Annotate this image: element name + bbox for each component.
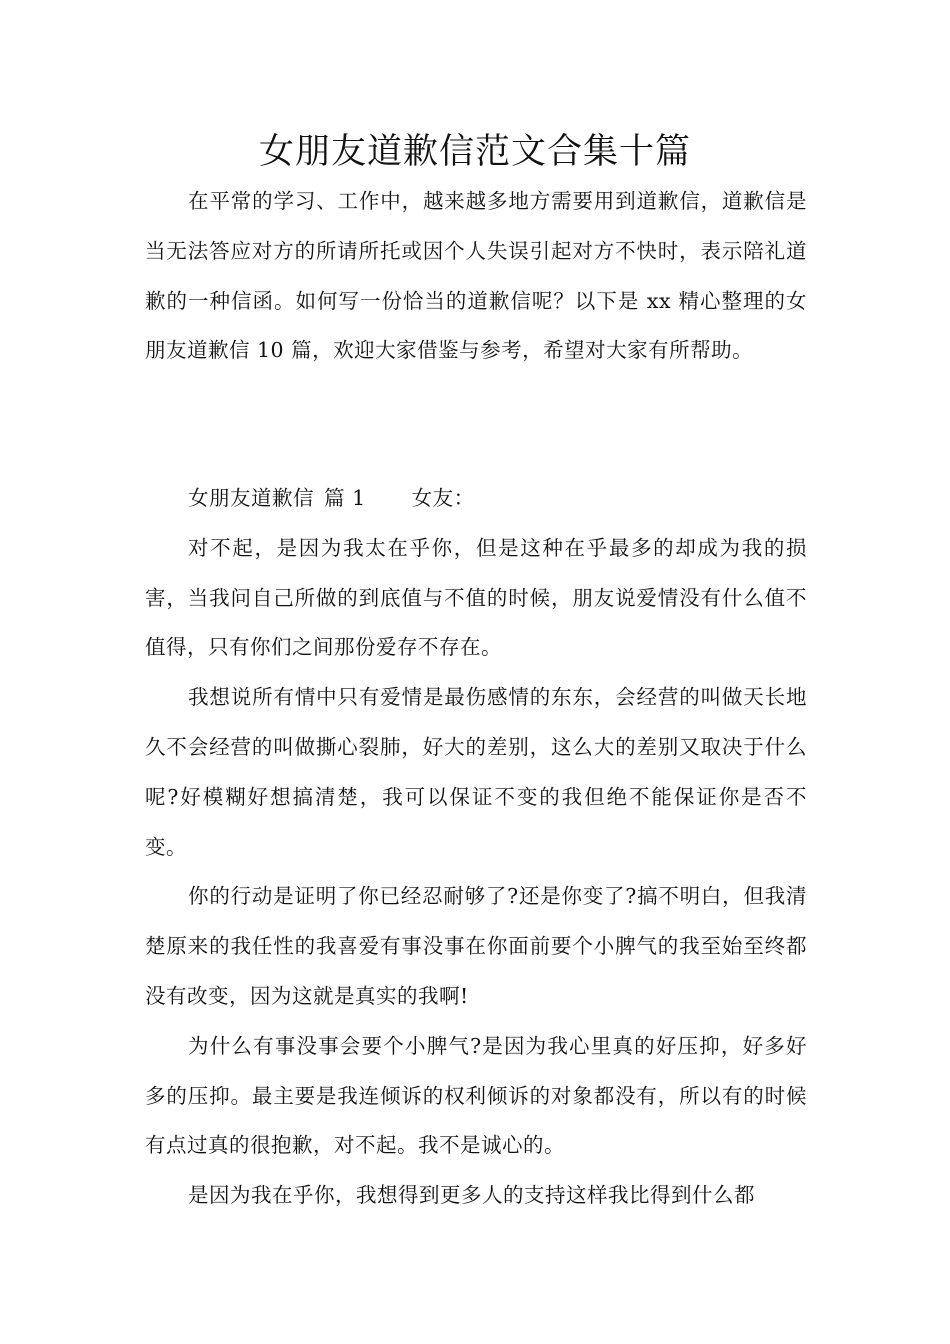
body-paragraph: 是因为我在乎你，我想得到更多人的支持这样我比得到什么都 [188, 1183, 756, 1208]
section-heading-title: 女朋友道歉信 [188, 486, 315, 510]
section-heading [145, 474, 807, 524]
document-title: 女朋友道歉信范文合集十篇 [258, 132, 691, 172]
body-paragraph: 为什么有事没事会要个小脾气?是因为我心里真的好压抑，好多好多的压抑。最主要是我连倾诉的权利倾诉的对象都没有，所以有的时候有点过真的很抱歉，对不起。我不是诚心的。 [145, 1033, 807, 1158]
body-paragraph: 对不起，是因为我太在乎你，但是这种在乎最多的却成为我的损害，当我问自己所做的到底值与不值的时候，朋友说爱情没有什么值不值得，只有你们之间那份爱存不存在。 [145, 535, 807, 660]
section-1 [145, 474, 807, 1221]
section-heading-number: 篇 1 [324, 486, 366, 510]
intro-block [145, 177, 807, 376]
body-paragraph: 我想说所有情中只有爱情是最伤感情的东东，会经营的叫做天长地久不会经营的叫做撕心裂肺，好大的差别，这么大的差别又取决于什么呢?好模糊好想搞清楚，我可以保证不变的我但绝不能保证你是否不变。 [145, 685, 807, 859]
body-paragraph: 你的行动是证明了你已经忍耐够了?还是你变了?搞不明白，但我清楚原来的我任性的我喜爱有事没事在你面前要个小脾气的我至始至终都没有改变，因为这就是真实的我啊! [145, 884, 807, 1008]
intro-paragraph: 在平常的学习、工作中，越来越多地方需要用到道歉信，道歉信是当无法答应对方的所请所托或因个人失误引起对方不快时，表示陪礼道歉的一种信函。如何写一份恰当的道歉信呢？以下是 xx 精心整理的女朋友道歉信 10 篇，欢迎大家借鉴与参考，希望对大家有所帮助。 [145, 189, 807, 363]
salutation: 女友： [411, 486, 475, 510]
